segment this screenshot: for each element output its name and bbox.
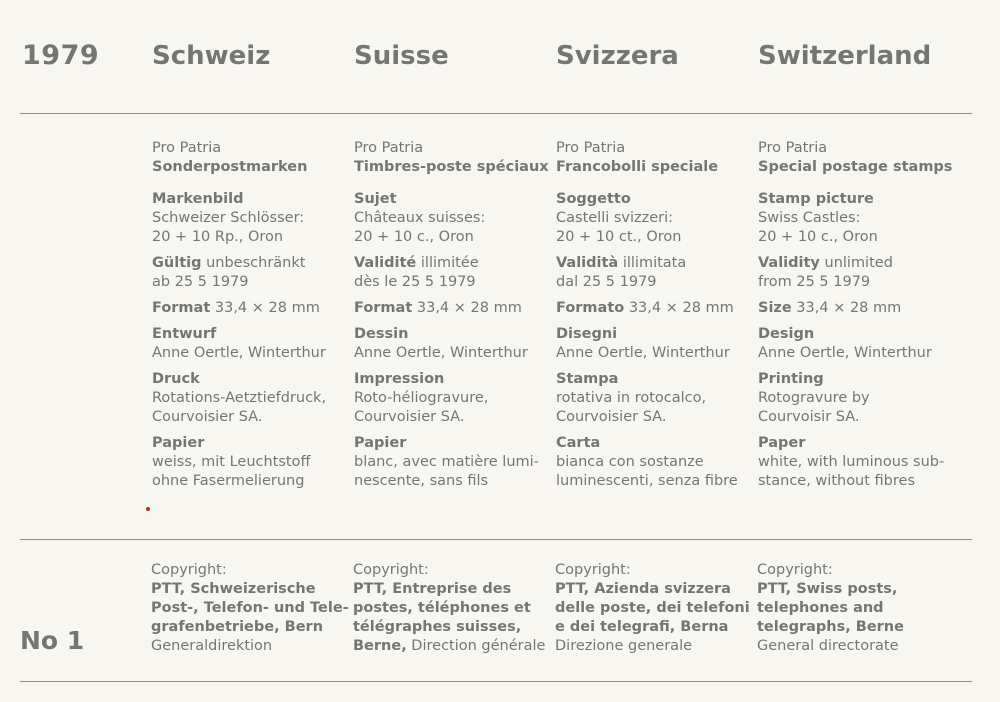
validity-text: unbeschränkt xyxy=(201,255,306,271)
paper-block xyxy=(152,434,352,491)
validity-block xyxy=(354,254,554,292)
paper-label: Papier xyxy=(152,435,205,451)
design-block xyxy=(152,325,352,363)
design-block xyxy=(758,325,958,363)
copyright-holder-line: PTT, Azienda svizzera xyxy=(555,581,731,597)
format-block xyxy=(354,299,554,318)
format-block xyxy=(758,299,958,318)
series-block xyxy=(152,139,352,177)
format-value: 33,4 × 28 mm xyxy=(624,300,734,316)
paper-label: Papier xyxy=(354,435,407,451)
paper-block xyxy=(556,434,756,491)
copyright-holder-line: PTT, Entreprise des xyxy=(353,581,512,597)
design-label: Entwurf xyxy=(152,326,217,342)
format-block xyxy=(556,299,756,318)
series-type: Special postage stamps xyxy=(758,159,953,175)
subject-line: 20 + 10 ct., Oron xyxy=(556,229,682,245)
copyright-directorate: Direction générale xyxy=(406,638,546,654)
validity-block xyxy=(152,254,352,292)
printing-line: Roto-héliogravure, xyxy=(354,390,489,406)
design-value: Anne Oertle, Winterthur xyxy=(758,345,932,361)
subject-line: 20 + 10 c., Oron xyxy=(354,229,474,245)
heading-italian: Svizzera xyxy=(556,41,679,71)
column-french xyxy=(354,139,554,498)
printing-line: Courvoisier SA. xyxy=(152,409,263,425)
subject-line: Castelli svizzeri: xyxy=(556,210,674,226)
copyright-english xyxy=(757,561,957,656)
paper-line: nescente, sans fils xyxy=(354,473,489,489)
issue-number: No 1 xyxy=(20,626,85,655)
paper-label: Paper xyxy=(758,435,806,451)
paper-line: weiss, mit Leuchtstoff xyxy=(152,454,311,470)
paper-line: ohne Fasermelierung xyxy=(152,473,305,489)
printing-line: Rotations-Aetztiefdruck, xyxy=(152,390,327,406)
copyright-label: Copyright: xyxy=(757,562,833,578)
paper-line: stance, without fibres xyxy=(758,473,916,489)
paper-line: white, with luminous sub- xyxy=(758,454,945,470)
copyright-directorate: Direzione generale xyxy=(555,638,693,654)
validity-date: dès le 25 5 1979 xyxy=(354,274,476,290)
paper-line: bianca con sostanze xyxy=(556,454,704,470)
series-type: Sonderpostmarken xyxy=(152,159,308,175)
format-block xyxy=(152,299,352,318)
validity-text: unlimited xyxy=(819,255,893,271)
design-block xyxy=(556,325,756,363)
printing-label: Impression xyxy=(354,371,445,387)
format-label: Format xyxy=(152,300,211,316)
subject-line: Châteaux suisses: xyxy=(354,210,486,226)
printing-label: Stampa xyxy=(556,371,619,387)
printing-block xyxy=(152,370,352,427)
design-label: Design xyxy=(758,326,815,342)
validity-label: Validity xyxy=(758,255,820,271)
subject-block xyxy=(556,190,756,247)
paper-block xyxy=(354,434,554,491)
printing-line: Courvoisier SA. xyxy=(354,409,465,425)
subject-line: Swiss Castles: xyxy=(758,210,861,226)
heading-french: Suisse xyxy=(354,41,449,71)
copyright-holder-line: telephones and xyxy=(757,600,884,616)
subject-label: Sujet xyxy=(354,191,397,207)
validity-date: ab 25 5 1979 xyxy=(152,274,249,290)
validity-label: Validité xyxy=(354,255,417,271)
design-label: Dessin xyxy=(354,326,409,342)
series-block xyxy=(758,139,958,177)
copyright-holder-line: Post-, Telefon- und Tele- xyxy=(151,600,349,616)
validity-label: Gültig xyxy=(152,255,202,271)
middle-divider xyxy=(20,539,972,540)
copyright-holder-line: postes, téléphones et xyxy=(353,600,531,616)
series-name: Pro Patria xyxy=(556,140,626,156)
copyright-holder-line: telegraphs, Berne xyxy=(757,619,904,635)
paper-label: Carta xyxy=(556,435,601,451)
design-label: Disegni xyxy=(556,326,618,342)
copyright-holder-line: e dei telegrafi, Berna xyxy=(555,619,729,635)
copyright-holder-line: grafenbetriebe, Bern xyxy=(151,619,324,635)
series-type: Francobolli speciale xyxy=(556,159,719,175)
subject-block xyxy=(152,190,352,247)
subject-block xyxy=(354,190,554,247)
format-value: 33,4 × 28 mm xyxy=(791,300,902,316)
series-name: Pro Patria xyxy=(152,140,222,156)
copyright-holder-line: télégraphes suisses, xyxy=(353,619,522,635)
design-block xyxy=(354,325,554,363)
printing-label: Druck xyxy=(152,371,200,387)
printing-line: Rotogravure by xyxy=(758,390,870,406)
subject-label: Soggetto xyxy=(556,191,631,207)
format-label: Format xyxy=(354,300,413,316)
printing-block xyxy=(556,370,756,427)
printing-label: Printing xyxy=(758,371,824,387)
subject-line: Schweizer Schlösser: xyxy=(152,210,305,226)
validity-block xyxy=(556,254,756,292)
subject-label: Markenbild xyxy=(152,191,244,207)
format-value: 33,4 × 28 mm xyxy=(210,300,320,316)
heading-german: Schweiz xyxy=(152,41,271,71)
design-value: Anne Oertle, Winterthur xyxy=(556,345,730,361)
validity-label: Validità xyxy=(556,255,619,271)
column-italian xyxy=(556,139,756,498)
series-block xyxy=(354,139,554,177)
issue-year: 1979 xyxy=(22,40,100,71)
printing-line: Courvoisier SA. xyxy=(556,409,667,425)
series-block xyxy=(556,139,756,177)
format-label: Formato xyxy=(556,300,625,316)
validity-text: illimitata xyxy=(618,255,687,271)
copyright-holder-line: PTT, Swiss posts, xyxy=(757,581,898,597)
ink-speck xyxy=(146,507,150,511)
subject-label: Stamp picture xyxy=(758,191,874,207)
format-value: 33,4 × 28 mm xyxy=(412,300,522,316)
copyright-label: Copyright: xyxy=(555,562,631,578)
copyright-holder-line: PTT, Schweizerische xyxy=(151,581,316,597)
printing-line: rotativa in rotocalco, xyxy=(556,390,707,406)
series-type: Timbres-poste spéciaux xyxy=(354,159,549,175)
subject-line: 20 + 10 Rp., Oron xyxy=(152,229,284,245)
validity-text: illimitée xyxy=(416,255,479,271)
copyright-directorate: General directorate xyxy=(757,638,899,654)
validity-block xyxy=(758,254,958,292)
printing-line: Courvoisir SA. xyxy=(758,409,860,425)
copyright-city: Berne, xyxy=(353,638,407,654)
copyright-italian xyxy=(555,561,755,656)
subject-block xyxy=(758,190,958,247)
subject-line: 20 + 10 c., Oron xyxy=(758,229,878,245)
copyright-french xyxy=(353,561,553,656)
printing-block xyxy=(758,370,958,427)
copyright-label: Copyright: xyxy=(353,562,429,578)
heading-english: Switzerland xyxy=(758,41,932,71)
column-english xyxy=(758,139,958,498)
format-label: Size xyxy=(758,300,792,316)
validity-date: dal 25 5 1979 xyxy=(556,274,657,290)
paper-line: blanc, avec matière lumi- xyxy=(354,454,539,470)
series-name: Pro Patria xyxy=(758,140,828,156)
paper-block xyxy=(758,434,958,491)
design-value: Anne Oertle, Winterthur xyxy=(354,345,528,361)
column-german xyxy=(152,139,352,498)
copyright-directorate: Generaldirektion xyxy=(151,638,273,654)
printing-block xyxy=(354,370,554,427)
copyright-holder-line: delle poste, dei telefoni xyxy=(555,600,750,616)
copyright-german xyxy=(151,561,351,656)
bottom-divider xyxy=(20,681,972,682)
design-value: Anne Oertle, Winterthur xyxy=(152,345,326,361)
copyright-label: Copyright: xyxy=(151,562,227,578)
series-name: Pro Patria xyxy=(354,140,424,156)
validity-date: from 25 5 1979 xyxy=(758,274,871,290)
paper-line: luminescenti, senza fibre xyxy=(556,473,738,489)
top-divider xyxy=(20,113,972,114)
